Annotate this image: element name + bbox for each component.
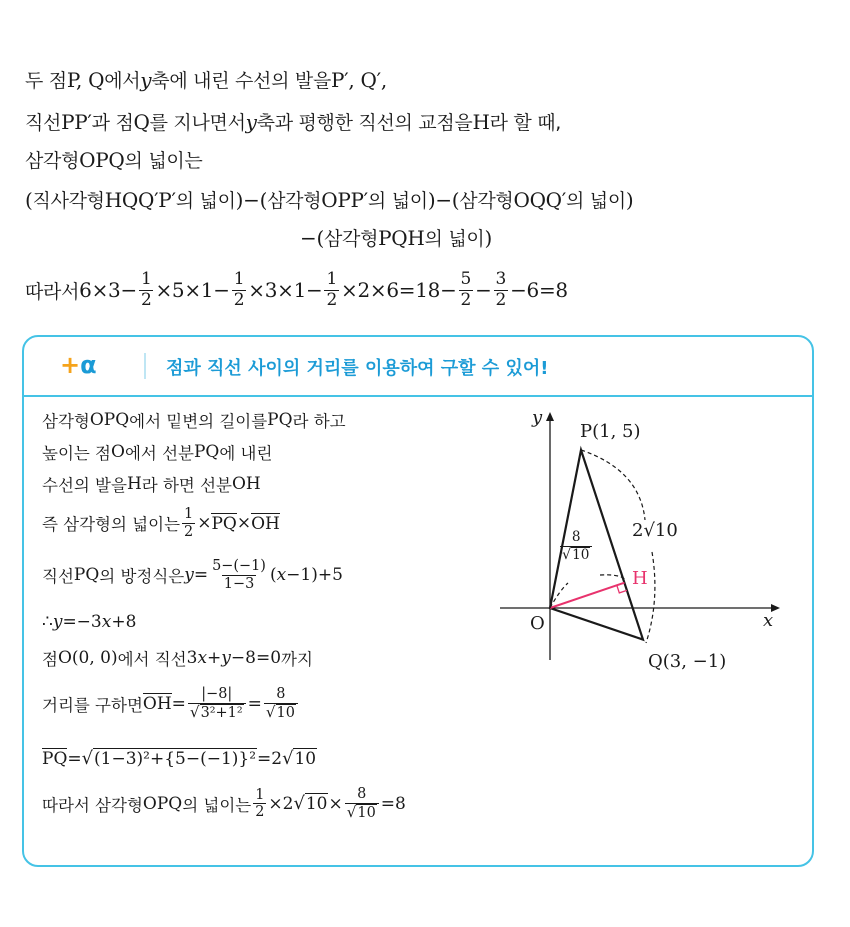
math-text: 2 [460, 289, 472, 310]
variable: x [276, 565, 287, 586]
numerator [182, 506, 195, 523]
math-text: 8 [276, 686, 286, 702]
numerator [459, 270, 474, 290]
solution-line [300, 224, 492, 251]
radicand: 10 [305, 794, 328, 815]
korean-text: 삼각형 [25, 150, 80, 172]
math-text: OPP′ [321, 187, 368, 212]
math-text: 8 [357, 786, 367, 802]
numerator [232, 270, 247, 290]
variable: y [140, 67, 152, 92]
point-h-label: H [632, 568, 648, 589]
math-text: |−8| [201, 686, 233, 702]
math-text: H [126, 474, 142, 494]
pq-length-arc-bottom [646, 552, 655, 643]
tip-line [42, 408, 346, 432]
math-text: ∴ [42, 612, 53, 632]
math-text: 1 [255, 786, 265, 803]
tip-line [42, 558, 343, 592]
segment-overline: PQ [42, 749, 68, 769]
math-text: PQ [267, 410, 293, 430]
variable: y [52, 612, 63, 632]
numerator [355, 786, 368, 803]
math-text: P, Q [66, 67, 105, 92]
math-text: 2 [326, 289, 337, 310]
segment-overline: OH [142, 694, 172, 715]
math-text: ×3×1− [248, 278, 323, 303]
math-text: = [67, 748, 82, 769]
variable: x [101, 612, 112, 632]
math-text: 2 [233, 289, 245, 310]
math-text: ) [625, 187, 634, 212]
korean-text: 의 넓이 [424, 228, 485, 250]
fraction [253, 787, 266, 821]
korean-text: 거리를 구하면 [42, 695, 143, 715]
math-text: − [475, 278, 492, 303]
tip-line [42, 748, 317, 769]
korean-text: 의 넓이 [367, 190, 428, 212]
korean-text: 점 [42, 650, 58, 669]
math-text: =8 [380, 793, 406, 814]
math-text: PP′ [61, 109, 92, 134]
math-text: −1)+5 [286, 565, 343, 586]
radicand: 10 [276, 704, 295, 721]
korean-text: 과 점 [91, 112, 134, 134]
tip-box-title: 점과 직선 사이의 거리를 이용하여 구할 수 있어! [166, 358, 549, 379]
math-text: 2 [140, 289, 152, 310]
math-text: ×2×6=18− [341, 278, 457, 303]
oh-num: 8 [571, 529, 581, 545]
x-axis-label: x [763, 610, 774, 631]
math-text: OPQ [79, 147, 125, 172]
oh-length-label [558, 530, 594, 563]
math-text: 5 [460, 269, 472, 289]
math-text: = [171, 693, 186, 714]
square-root [347, 804, 377, 822]
denominator [459, 290, 474, 311]
radicand: 3²+1² [200, 704, 243, 721]
denominator [232, 290, 247, 311]
math-text: O(0, 0) [57, 648, 118, 668]
math-text: −8=0 [230, 648, 282, 668]
pq-length-label: 2√10 [632, 520, 678, 541]
radicand: 10 [294, 749, 317, 769]
radical-sign: √ [282, 748, 294, 769]
korean-text: 삼각형 [42, 412, 90, 431]
math-text: =−3 [62, 612, 102, 632]
korean-text: 축과 평행한 직선의 교점을 [256, 112, 473, 134]
point-q-label: Q(3, −1) [648, 651, 727, 672]
oh-length-arc-right [600, 575, 624, 579]
korean-text: 에서 직선 [117, 650, 187, 669]
korean-text: 라 하면 선분 [141, 476, 232, 495]
tip-line [42, 440, 272, 464]
korean-text: 직선 [42, 567, 74, 587]
korean-text: 에서 선분 [124, 444, 194, 463]
math-text: HQQ′P′ [104, 187, 176, 212]
korean-text: 직사각형 [32, 190, 105, 212]
math-text: × [197, 513, 212, 534]
radicand: (1−3)²+{5−(−1)}² [94, 749, 257, 769]
fraction [139, 270, 154, 310]
fraction [232, 270, 247, 310]
math-text: + [207, 648, 222, 668]
math-text: PQ [193, 442, 220, 462]
korean-text: 의 넓이 [566, 190, 626, 212]
denominator [345, 803, 379, 822]
radical-sign: √ [265, 702, 276, 721]
oh-den: √ 10 [560, 546, 592, 564]
radical-sign: √ [346, 802, 357, 821]
math-text: 3 [495, 269, 507, 289]
tip-line [42, 786, 406, 821]
korean-text: 직선 [25, 112, 62, 134]
math-text: −( [300, 225, 324, 250]
denominator [494, 290, 509, 311]
radical-sign: √ [293, 793, 305, 815]
solution-line [25, 270, 568, 310]
korean-text: 의 넓이는 [182, 795, 252, 815]
math-text: 2 [255, 804, 265, 821]
oh-den-radicand: 10 [572, 546, 590, 563]
math-text: × [328, 793, 343, 814]
radical-sign: √ [81, 748, 94, 769]
math-text: −6=8 [510, 278, 568, 303]
tip-line [42, 472, 261, 496]
math-text: OPQ [89, 410, 130, 430]
y-axis-arrow [546, 412, 554, 421]
alpha-icon: α [80, 351, 97, 379]
fraction [494, 270, 509, 310]
square-root [82, 748, 257, 769]
fraction [210, 558, 268, 592]
math-text: 6×3− [79, 278, 137, 303]
korean-text: 에서 [104, 70, 141, 92]
tip-line [42, 686, 300, 721]
radicand: 10 [357, 804, 376, 821]
math-text: )−( [235, 187, 268, 212]
segment-overline: OH [251, 513, 280, 534]
fraction [188, 686, 246, 721]
korean-text: 의 넓이는 [124, 150, 203, 172]
variable: x [197, 648, 208, 668]
korean-text: 따라서 [25, 280, 80, 303]
radical-sign: √ [189, 702, 200, 721]
korean-text: 라 하고 [292, 412, 346, 431]
math-text: OPQ [142, 793, 183, 814]
math-text: ×5×1− [155, 278, 230, 303]
square-root [282, 748, 317, 769]
korean-text: 축에 내린 수선의 발을 [151, 70, 332, 92]
math-text: PQ [73, 565, 100, 586]
korean-text: 삼각형 [323, 228, 379, 250]
denominator [139, 290, 154, 311]
math-text: 1 [326, 269, 337, 289]
tip-line [42, 646, 313, 670]
math-text: ) [484, 225, 492, 250]
korean-text: 삼각형 [267, 190, 322, 212]
segment-oh [550, 583, 624, 608]
fraction [324, 270, 339, 310]
math-text: Q [133, 109, 150, 134]
korean-text: 즉 삼각형의 넓이는 [42, 515, 181, 535]
numerator [274, 686, 287, 703]
math-text: = [193, 565, 209, 586]
tip-line [42, 612, 136, 632]
korean-text: 에 내린 [219, 444, 273, 463]
korean-text: 라 할 때, [489, 112, 562, 134]
korean-text: 의 방정식은 [99, 567, 185, 587]
denominator [264, 703, 298, 722]
math-text: 2 [184, 523, 194, 540]
numerator [253, 787, 266, 804]
math-text: O [111, 442, 125, 462]
math-text: P′, Q′, [331, 67, 387, 92]
numerator [494, 270, 509, 290]
numerator [324, 270, 339, 290]
solution-line [25, 66, 387, 93]
math-text: × [236, 513, 252, 534]
denominator [253, 803, 266, 821]
denominator [182, 523, 195, 541]
plus-icon: + [60, 351, 81, 379]
korean-text: 삼각형 [459, 190, 514, 212]
math-text: ( [269, 565, 277, 586]
denominator [222, 575, 256, 593]
point-p-label: P(1, 5) [580, 421, 641, 442]
korean-text: 를 지나면서 [149, 112, 246, 134]
solution-line [25, 186, 633, 213]
math-text: 3 [186, 648, 198, 668]
math-text: 5−(−1) [212, 558, 266, 574]
math-text: 2 [495, 289, 507, 310]
y-axis-label: y [532, 407, 543, 428]
math-text: ( [25, 187, 33, 212]
math-text: 1 [233, 269, 245, 289]
square-root [190, 704, 244, 722]
math-text: 1−3 [223, 575, 255, 592]
fraction [345, 786, 379, 821]
korean-text: 두 점 [25, 70, 67, 92]
math-text: OH [231, 474, 261, 494]
fraction [264, 686, 298, 721]
math-text: PQH [378, 225, 425, 250]
variable: y [245, 109, 257, 134]
korean-text: 까지 [281, 650, 313, 669]
solution-line [25, 108, 561, 135]
square-root [293, 793, 328, 814]
numerator [210, 558, 268, 575]
math-text: +8 [111, 612, 137, 632]
math-text: 1 [140, 269, 152, 289]
math-text: =2 [257, 748, 283, 769]
math-text: H [472, 109, 490, 134]
korean-text: 높이는 점 [42, 444, 112, 463]
math-text: = [247, 693, 262, 714]
math-text: ×2 [268, 793, 294, 814]
math-text: 1 [184, 506, 194, 522]
solution-line [25, 146, 203, 173]
denominator [188, 703, 246, 722]
square-root [266, 704, 296, 722]
variable: y [184, 565, 194, 586]
korean-text: 의 넓이 [175, 190, 236, 212]
korean-text: 수선의 발을 [42, 476, 127, 495]
numerator [139, 270, 154, 290]
fraction [459, 270, 474, 310]
pq-length-arc-top [581, 450, 645, 520]
numerator [199, 686, 234, 703]
fraction [182, 506, 195, 540]
segment-overline: PQ [211, 513, 237, 534]
math-text: )−( [427, 187, 460, 212]
korean-text: 따라서 삼각형 [42, 795, 143, 815]
denominator [324, 290, 339, 311]
origin-label: O [530, 613, 545, 634]
math-text: OQQ′ [513, 187, 566, 212]
variable: y [221, 648, 231, 668]
korean-text: 에서 밑변의 길이를 [129, 412, 268, 431]
tip-line [42, 506, 280, 540]
